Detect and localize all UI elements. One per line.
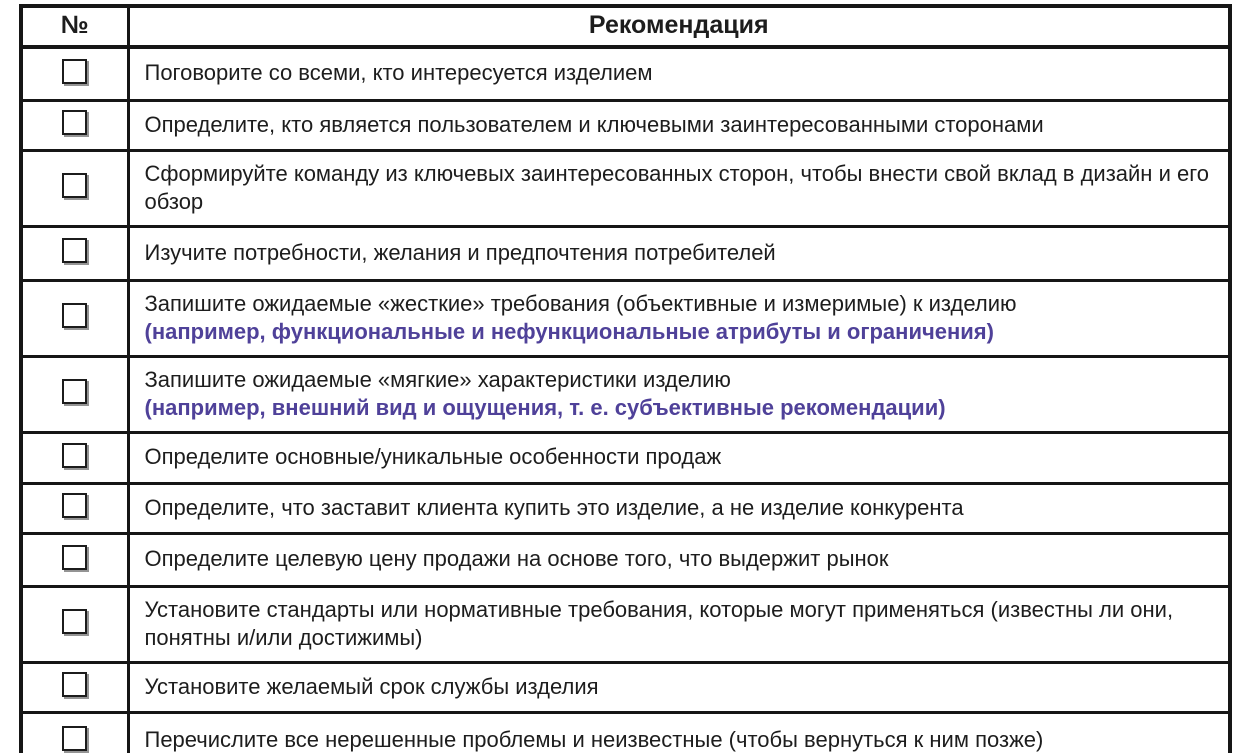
- recommendation-note: (например, функциональные и нефункциональные атрибуты и ограничения): [144, 318, 994, 344]
- recommendation-cell: [128, 432, 1230, 483]
- checkbox[interactable]: [62, 59, 87, 84]
- table-row: [21, 483, 1230, 533]
- checkbox-cell: [21, 100, 128, 150]
- recommendation-text: Определите, кто является пользователем и ключевыми заинтересованными сторонами: [144, 111, 1044, 137]
- recommendation-text: Перечислите все нерешенные проблемы и неизвестные (чтобы вернуться к ним позже): [144, 727, 1044, 753]
- recommendation-text: Изучите потребности, желания и предпочтения потребителей: [144, 239, 776, 265]
- recommendation-text: Запишите ожидаемые «жесткие» требования (объективные и измеримые) к изделию: [144, 290, 1017, 316]
- recommendation-text: Запишите ожидаемые «мягкие» характеристики изделию: [144, 366, 731, 392]
- table-row: [21, 280, 1230, 356]
- checkbox-cell: [21, 712, 128, 753]
- checkbox[interactable]: [62, 545, 87, 570]
- recommendation-text: Поговорите со всеми, кто интересуется изделием: [144, 60, 653, 86]
- table-row: [21, 432, 1230, 483]
- recommendation-cell: [128, 712, 1230, 753]
- recommendation-text: Сформируйте команду из ключевых заинтересованных сторон, чтобы внести свой вклад в дизайн и его обзор: [144, 160, 1209, 214]
- checkbox[interactable]: [62, 672, 87, 697]
- checkbox[interactable]: [62, 303, 87, 328]
- table-row: [21, 100, 1230, 150]
- checkbox[interactable]: [62, 173, 87, 198]
- table-row: [21, 533, 1230, 586]
- checkbox[interactable]: [62, 726, 87, 751]
- header-number: №: [21, 6, 128, 47]
- table-row: [21, 356, 1230, 432]
- checkbox[interactable]: [62, 238, 87, 263]
- table-row: [21, 712, 1230, 753]
- recommendation-cell: [128, 100, 1230, 150]
- checkbox-cell: [21, 432, 128, 483]
- checkbox[interactable]: [62, 110, 87, 135]
- table-row: [21, 226, 1230, 280]
- table-body: [21, 47, 1230, 753]
- recommendation-text: Установите стандарты или нормативные требования, которые могут применяться (известны ли они, понятны и/или достижимы): [144, 596, 1174, 650]
- table-row: [21, 47, 1230, 100]
- recommendation-note: (например, внешний вид и ощущения, т. е. субъективные рекомендации): [144, 394, 946, 420]
- recommendations-table: [19, 4, 1232, 753]
- recommendation-cell: [128, 483, 1230, 533]
- recommendation-cell: [128, 150, 1230, 226]
- header-row: [21, 6, 1230, 47]
- recommendation-text: Определите целевую цену продажи на основе того, что выдержит рынок: [144, 546, 889, 571]
- checkbox-cell: [21, 356, 128, 432]
- table-row: [21, 662, 1230, 712]
- checkbox[interactable]: [62, 443, 87, 468]
- recommendation-text: Определите основные/уникальные особенности продаж: [144, 444, 722, 469]
- recommendation-cell: [128, 226, 1230, 280]
- checkbox-cell: [21, 533, 128, 586]
- recommendation-cell: [128, 47, 1230, 100]
- checkbox[interactable]: [62, 609, 87, 634]
- header-recommendation: Рекомендация: [128, 6, 1230, 47]
- recommendation-text: Установите желаемый срок службы изделия: [144, 673, 599, 699]
- recommendation-cell: [128, 533, 1230, 586]
- checkbox-cell: [21, 586, 128, 662]
- checkbox-cell: [21, 483, 128, 533]
- recommendation-text: Определите, что заставит клиента купить это изделие, а не изделие конкурента: [144, 494, 964, 520]
- recommendation-cell: [128, 586, 1230, 662]
- table-row: [21, 586, 1230, 662]
- recommendation-cell: [128, 662, 1230, 712]
- checkbox-cell: [21, 47, 128, 100]
- recommendation-cell: [128, 280, 1230, 356]
- checkbox-cell: [21, 662, 128, 712]
- checkbox[interactable]: [62, 493, 87, 518]
- table-row: [21, 150, 1230, 226]
- checkbox-cell: [21, 280, 128, 356]
- recommendation-cell: [128, 356, 1230, 432]
- checkbox-cell: [21, 226, 128, 280]
- checkbox[interactable]: [62, 379, 87, 404]
- checkbox-cell: [21, 150, 128, 226]
